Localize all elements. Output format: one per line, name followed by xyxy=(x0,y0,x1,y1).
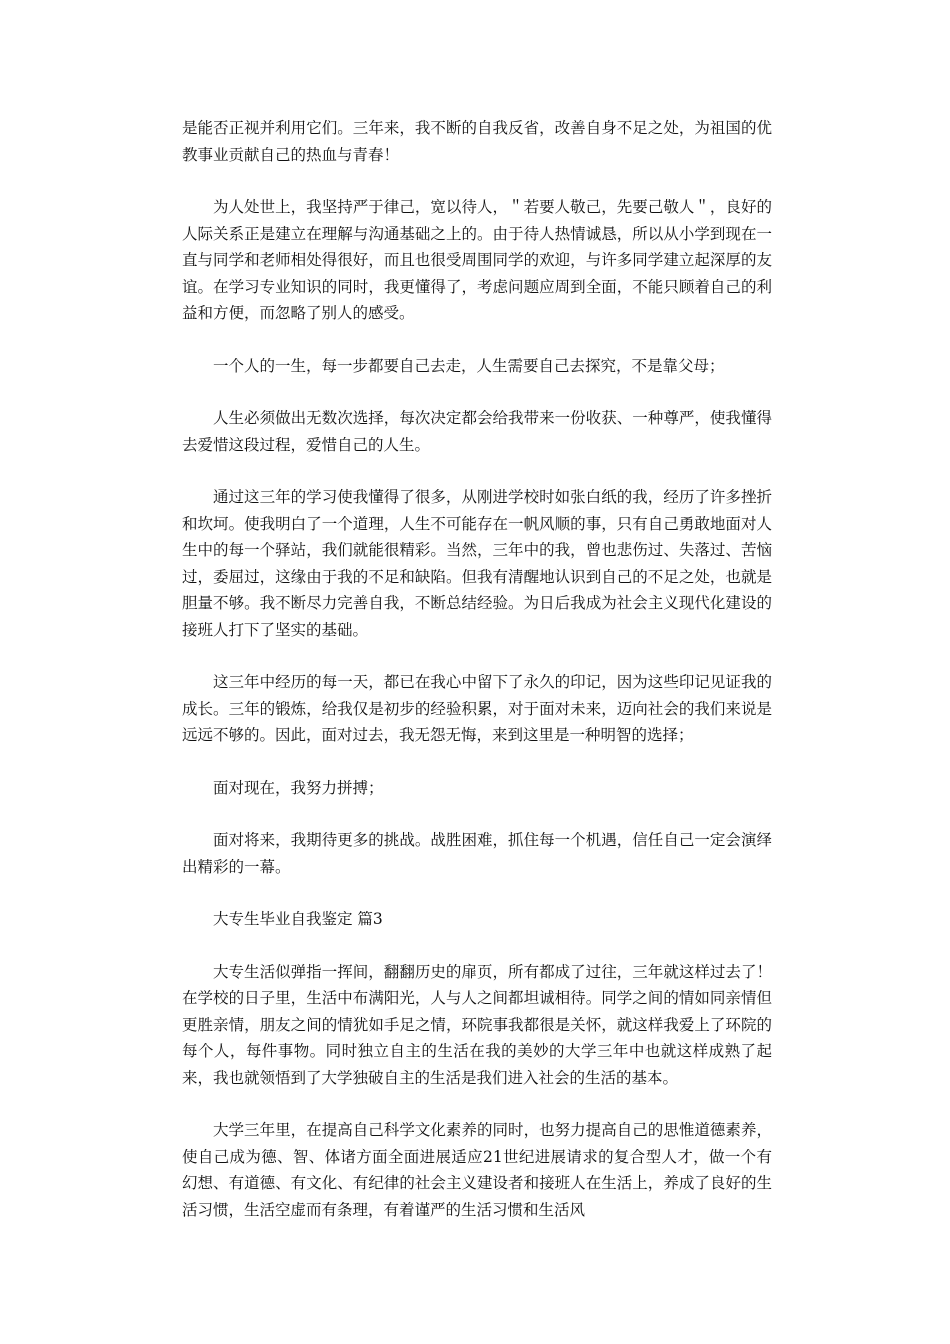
document-page xyxy=(182,115,788,1249)
section-paragraph-1: 大专生活似弹指一挥间，翻翻历史的扉页，所有都成了过往，三年就这样过去了！ 在学校的日子里，生活中布满阳光，人与人之间都坦诚相待。同学之间的情如同亲情但更胜亲情，朋友之间的情犹如手足之情，环院事我都很是关怀，就这样我爱上了环院的每个人，每件事物。同时独立自主的生活在我的美妙的大学三年中也就这样成熟了起来，我也就领悟到了大学独破自主的生活是我们进入社会的生活的基本。 xyxy=(182,962,788,1087)
paragraph-8: 面对将来，我期待更多的挑战。战胜困难，抓住每一个机遇，信任自己一定会演绎出精彩的一幕。 xyxy=(182,831,772,876)
paragraph-7: 面对现在，我努力拼搏； xyxy=(213,778,384,797)
section-paragraph-2: 大学三年里，在提高自己科学文化素养的同时，也努力提高自己的思惟道德素养，使自己成为德、智、体诸方面全面进展适应21世纪进展请求的复合型人才，做一个有幻想、有道德、有文化、有纪律的社会主义建设者和接班人在生活上，养成了良好的生活习惯，生活空虚而有条理，有着谨严的生活习惯和生活风 xyxy=(182,1121,772,1219)
paragraph-3: 一个人的一生，每一步都要自己去走，人生需要自己去探究，不是靠父母； xyxy=(213,356,725,375)
paragraph-1: 是能否正视并利用它们。三年来，我不断的自我反省，改善自身不足之处，为祖国的优教事业贡献自己的热血与青春！ xyxy=(182,119,772,164)
paragraph-6: 这三年中经历的每一天，都已在我心中留下了永久的印记，因为这些印记见证我的成长。三年的锻炼，给我仅是初步的经验积累，对于面对未来，迈向社会的我们来说是远远不够的。因此，面对过去，我无怨无悔，来到这里是一种明智的选择； xyxy=(182,673,772,744)
section-heading: 大专生毕业自我鉴定 篇3 xyxy=(213,910,383,928)
paragraph-4: 人生必须做出无数次选择，每次决定都会给我带来一份收获、一种尊严，使我懂得去爱惜这段过程，爱惜自己的人生。 xyxy=(182,409,772,454)
paragraph-2: 为人处世上，我坚持严于律己，宽以待人，＂若要人敬己，先要己敬人＂，良好的人际关系正是建立在理解与沟通基础之上的。由于待人热情诚恳，所以从小学到现在一直与同学和老师相处得很好，而且也很受周围同学的欢迎，与许多同学建立起深厚的友谊。在学习专业知识的同时，我更懂得了，考虑问题应周到全面，不能只顾着自己的利益和方便，而忽略了别人的感受。 xyxy=(182,198,772,322)
paragraph-5: 通过这三年的学习使我懂得了很多，从刚进学校时如张白纸的我，经历了许多挫折和坎坷。使我明白了一个道理，人生不可能存在一帆风顺的事，只有自己勇敢地面对人生中的每一个驿站，我们就能很精彩。当然，三年中的我，曾也悲伤过、失落过、苦恼过，委屈过，这缘由于我的不足和缺陷。但我有清醒地认识到自己的不足之处，也就是胆量不够。我不断尽力完善自我，不断总结经验。为日后我成为社会主义现代化建设的接班人打下了坚实的基础。 xyxy=(182,488,772,639)
